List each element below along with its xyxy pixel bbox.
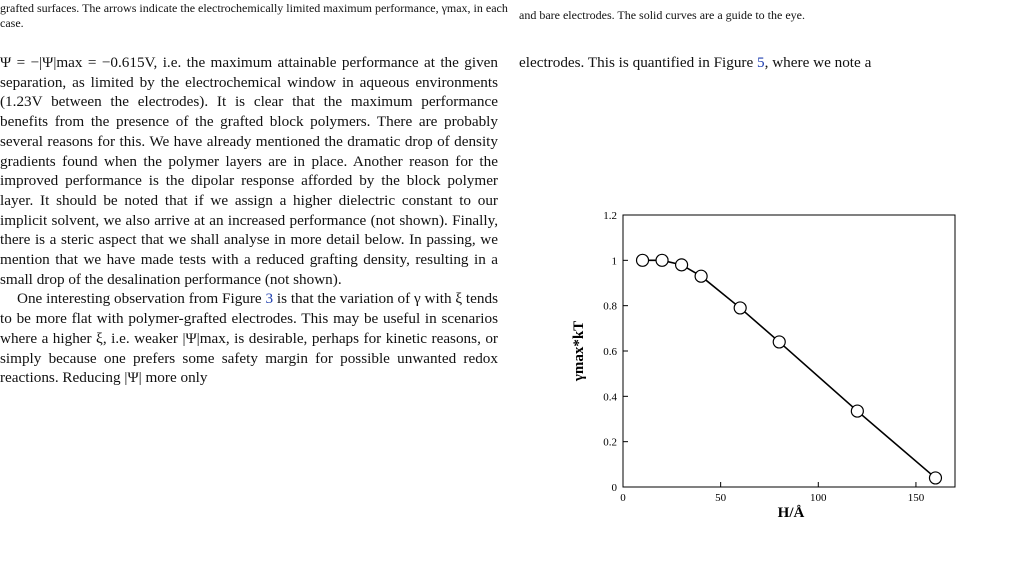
y-axis-label: γmax*kT [571, 320, 587, 382]
y-tick-label: 0.4 [603, 391, 617, 404]
paragraph-2-text-a: One interesting observation from Figure [17, 290, 266, 308]
figure-5-link[interactable]: 5 [757, 54, 765, 71]
y-tick-label: 0.8 [603, 300, 617, 313]
right-column-text [519, 53, 1029, 73]
x-axis-label: H/Å [777, 505, 805, 521]
data-point [656, 254, 668, 266]
data-point [929, 472, 941, 484]
x-tick-label: 50 [715, 492, 727, 504]
y-tick-label: 0.6 [603, 346, 617, 358]
y-tick-label: 1.2 [603, 210, 617, 222]
data-point [773, 336, 785, 348]
left-column-text [0, 53, 498, 388]
figure-3-link[interactable]: 3 [265, 290, 274, 308]
data-point [637, 254, 649, 266]
data-point [676, 259, 688, 271]
figure-5-chart [560, 198, 980, 528]
x-tick-label: 100 [810, 492, 827, 504]
data-point [734, 302, 746, 314]
right-text-b: , where we note a [764, 54, 872, 71]
figure-caption-right: and bare electrodes. The solid curves are a guide to the eye. [519, 8, 805, 22]
paragraph-1: Ψ = −|Ψ|max = −0.615V, i.e. the maximum attainable performance at the given separation, as limited by the electrochemical window in aqueous environments (1.23V between the electrodes). It is clear that the maximum performance benefits from the presence of the grafted block polymers. There are probably several reasons for this. We have already mentioned the dramatic drop of density gradients found when the polymer layers are in place. Another reason for the improved performance is the dipolar response afforded by the block polymer layer. It should be noted that if we assign a higher dielectric constant to our implicit solvent, we also arrive at an increased performance (not shown). Finally, there is a steric aspect that we shall analyse in more detail below. In passing, we mention that we have made tests with a reduced grafting density, resulting in a small drop of the desalination performance (not shown). [0, 54, 498, 288]
series-line [643, 260, 936, 478]
figure-caption-left: grafted surfaces. The arrows indicate the electrochemically limited maximum performance, γmax, in each case. [0, 1, 508, 30]
y-tick-label: 0 [611, 482, 617, 494]
data-point [851, 405, 863, 417]
right-text-a: electrodes. This is quantified in Figure [519, 54, 758, 71]
x-tick-label: 0 [620, 492, 626, 504]
data-point [695, 270, 707, 282]
y-tick-label: 0.2 [603, 436, 617, 449]
x-tick-label: 150 [907, 492, 925, 504]
paragraph-2 [0, 289, 498, 388]
paragraph-2-text-b: is that the variation of γ with ξ tends to be more flat with polymer-grafted electrodes. This may be useful in scenarios where a higher ξ, i.e. weaker |Ψ|max, is desirable, perhaps for kinetic reasons, or simply because one prefers some safety margin for possible unwanted redox reactions. Reducing |Ψ| more only [0, 290, 498, 387]
y-tick-label: 1 [611, 255, 617, 268]
